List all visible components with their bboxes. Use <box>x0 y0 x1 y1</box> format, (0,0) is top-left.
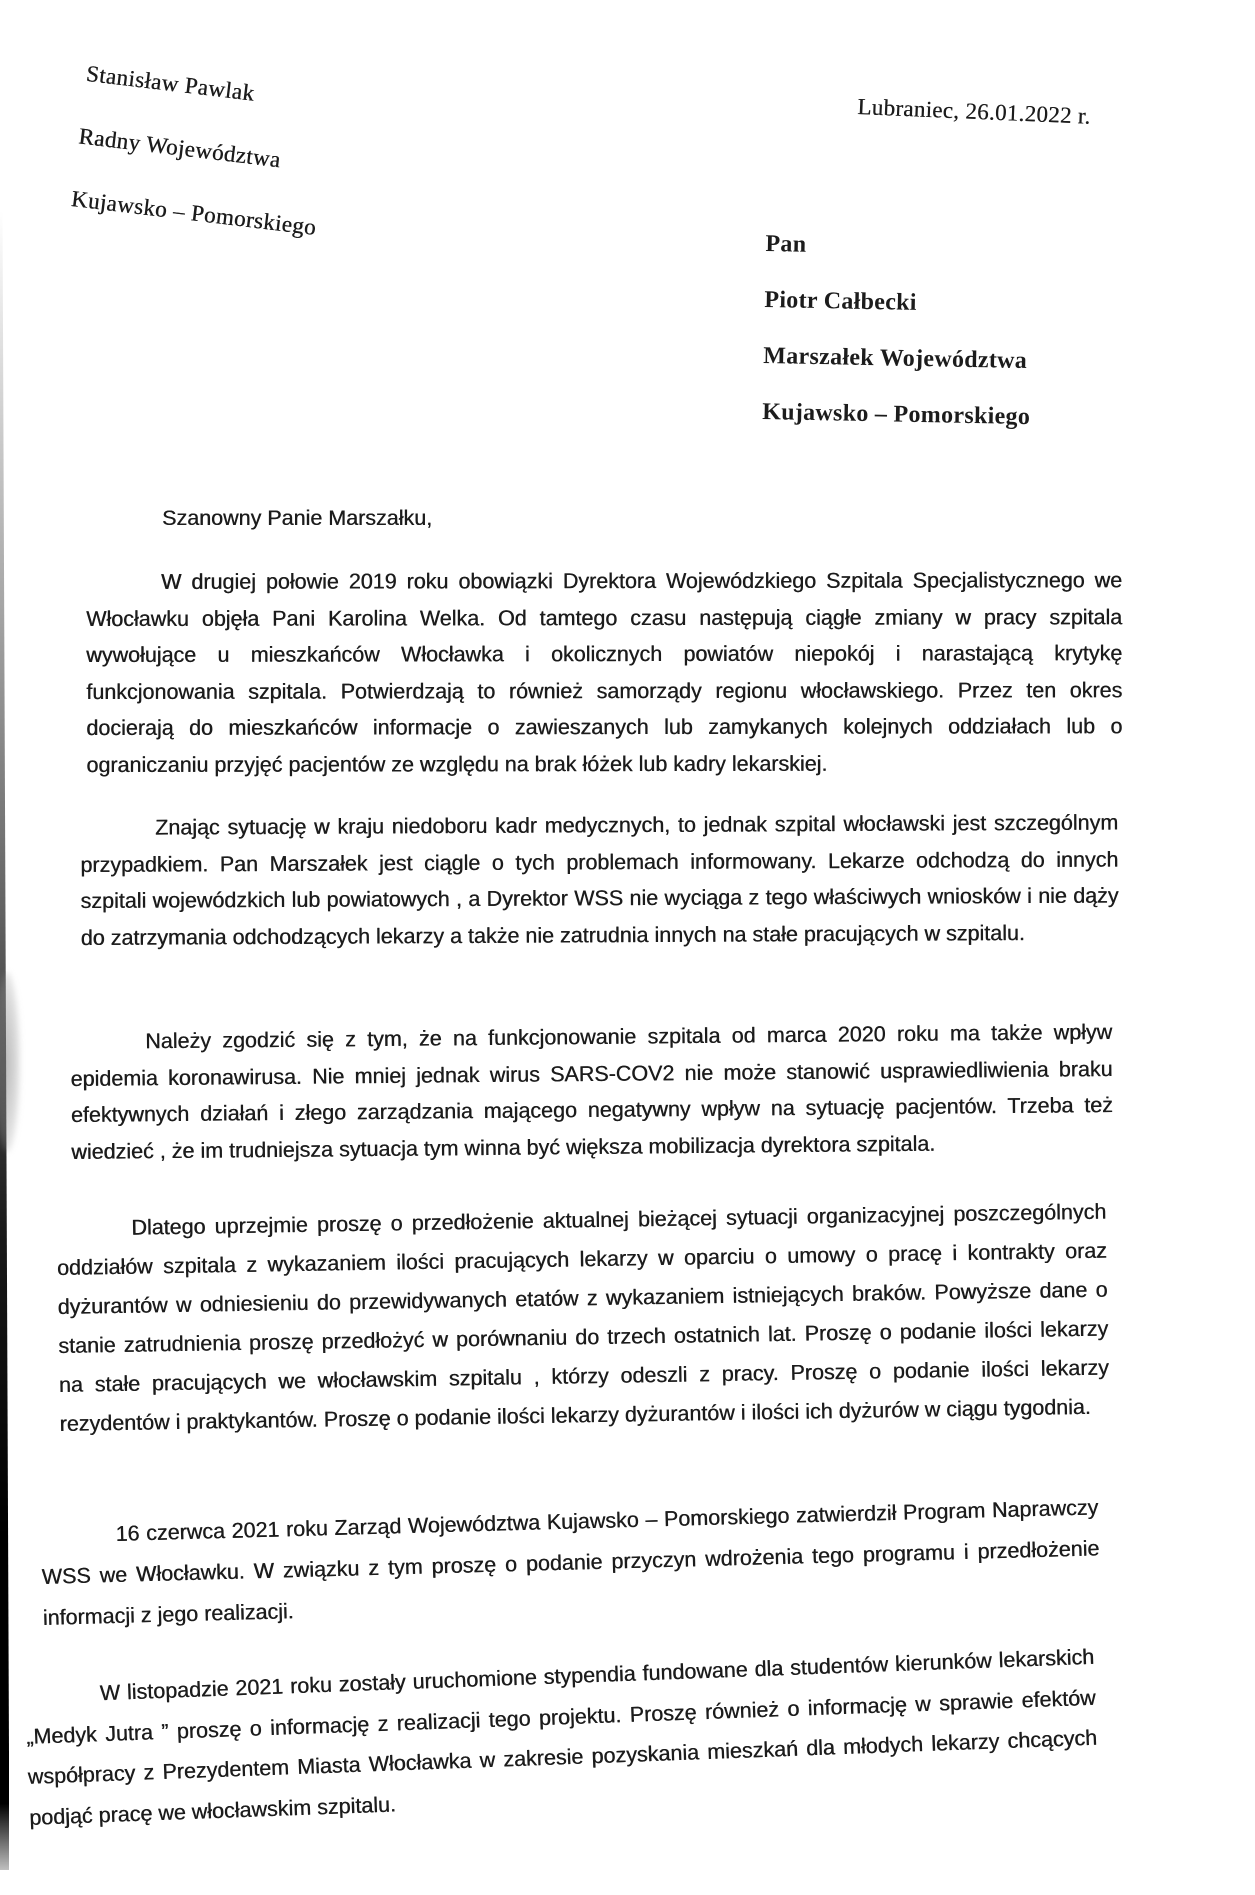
recipient-name: Piotr Całbecki <box>764 286 918 316</box>
body-paragraph-2: Znając sytuację w kraju niedoboru kadr medycznych, to jednak szpital włocławski jest szczególnym przypadkiem. Pan Marszałek jest ciągle o tych problemach informowany. Lekarze odchodzą do innych szpitali wojewódzkich lub powiatowych , a Dyrektor WSS nie wyciąga z tego właściwych wniosków i nie dąży do zatrzymania odchodzących lekarzy a także nie zatrudnia innych na stałe pracujących w szpitalu. <box>80 810 1119 950</box>
sender-name: Stanisław Pawlak <box>84 60 256 106</box>
sender-title-line: Radny Województwa <box>77 123 283 173</box>
body-paragraph-4: Dlatego uprzejmie proszę o przedłożenie aktualnej bieżącej sytuacji organizacyjnej poszczególnych oddziałów szpitala z wykazaniem ilości pracujących lekarzy w oparciu o umowy o pracę i kontrakty oraz dyżurantów w odniesieniu do przewidywanych etatów z wykazaniem istniejących braków. Powyższe dane o stanie zatrudnienia proszę przedłożyć w porównaniu do trzech ostatnich lat. Proszę o podanie ilości lekarzy na stałe pracujących we włocławskim szpitalu , którzy odeszli z pracy. Proszę o podanie ilości lekarzy rezydentów i praktykantów. Proszę o podanie ilości lekarzy dyżurantów i ilości ich dyżurów w ciągu tygodnia. <box>56 1199 1109 1436</box>
body-paragraph-1: W drugiej połowie 2019 roku obowiązki Dyrektora Wojewódzkiego Szpitala Specjalistycznego we Włocławku objęła Pani Karolina Welka. Od tamtego czasu następują ciągłe zmiany w pracy szpitala wywołujące u mieszkańców Włocławka i okolicznych powiatów niepokój i narastającą krytykę funkcjonowania szpitala. Potwierdzają to również samorządy regionu włocławskiego. Przez ten okres docierają do mieszkańców informacje o zawieszanych lub zamykanych kolejnych oddziałach lub o ograniczaniu przyjęć pacjentów ze względu na brak łóżek lub kadry lekarskiej. <box>86 568 1123 777</box>
recipient-honorific: Pan <box>765 230 807 258</box>
recipient-region-line: Kujawsko – Pomorskiego <box>761 398 1031 431</box>
scan-smudge <box>0 972 20 1152</box>
body-paragraph-5: 16 czerwca 2021 roku Zarząd Województwa Kujawsko – Pomorskiego zatwierdził Program Naprawczy WSS we Włocławku. W związku z tym proszę o podanie przyczyn wdrożenia tego programu i przedłożenie informacji z jego realizacji. <box>41 1495 1100 1630</box>
salutation: Szanowny Panie Marszałku, <box>162 506 433 530</box>
sender-region-line: Kujawsko – Pomorskiego <box>69 185 318 240</box>
recipient-title-line: Marszałek Województwa <box>763 342 1028 375</box>
body-paragraph-3: Należy zgodzić się z tym, że na funkcjonowanie szpitala od marca 2020 roku ma także wpływ epidemia koronawirusa. Nie mniej jednak wirus SARS-COV2 nie może stanowić usprawiedliwienia braku efektywnych działań i złego zarządzania mającego negatywny wpływ na sytuację pacjentów. Trzeba też wiedzieć , że im trudniejsza sytuacja tym winna być większa mobilizacja dyrektora szpitala. <box>70 1019 1113 1164</box>
recipient-block <box>762 216 1106 446</box>
sender-block <box>68 42 388 265</box>
body-paragraph-6: W listopadzie 2021 roku zostały uruchomione stypendia fundowane dla studentów kierunków lekarskich „Medyk Jutra ” proszę o informację z realizacji tego projektu. Proszę również o informację w sprawie efektów współpracy z Prezydentem Miasta Włocławka w zakresie pozyskania mieszkań dla młodych lekarzy chcących podjąć pracę we włocławskim szpitalu. <box>25 1644 1098 1830</box>
place-and-date: Lubraniec, 26.01.2022 r. <box>856 94 1092 129</box>
